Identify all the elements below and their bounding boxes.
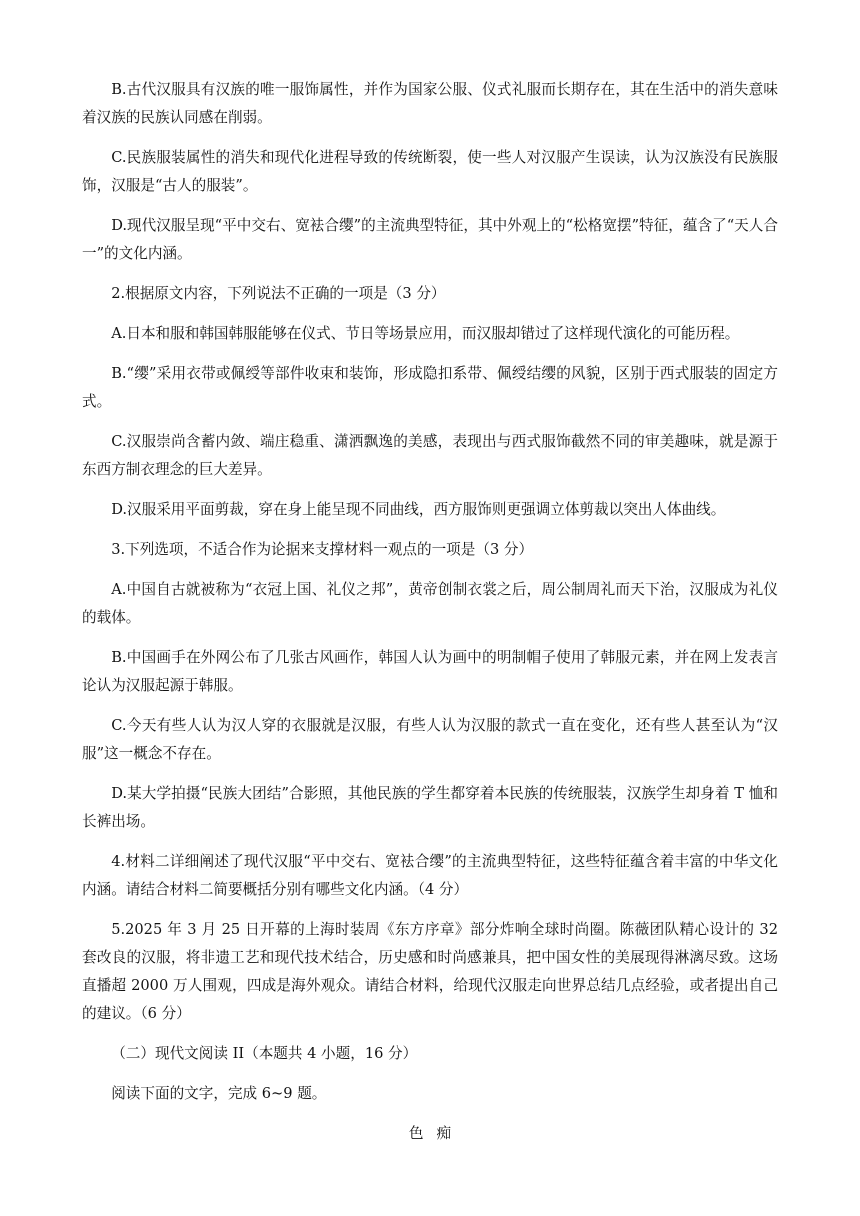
q2-option-a: A.日本和服和韩国韩服能够在仪式、节日等场景应用，而汉服却错过了这样现代演化的可能历程。 <box>111 325 740 342</box>
q3-option-a: A.中国自古就被称为“衣冠上国、礼仪之邦”，黄帝创制衣裳之后，周公制周礼而天下治，汉服成为礼仪的载体。 <box>82 581 778 626</box>
q5-question: 5.2025 年 3 月 25 日开幕的上海时装周《东方序章》部分炸响全球时尚圈。陈薇团队精心设计的 32 套改良的汉服，将非遗工艺和现代技术结合，历史感和时尚感兼具，把中国女性的美展现得淋漓尽致。这场直播超 2000 万人围观，四成是海外观众。请结合材料，给现代汉服走向世界总结几点经验，或者提出自己的建议。（6 分） <box>82 921 778 1022</box>
q1-option-c: C.民族服装属性的消失和现代化进程导致的传统断裂，使一些人对汉服产生误读，认为汉族没有民族服饰，汉服是“古人的服装”。 <box>82 149 778 194</box>
q2-option-c: C.汉服崇尚含蓄内敛、端庄稳重、潇洒飘逸的美感，表现出与西式服饰截然不同的审美趣味，就是源于东西方制衣理念的巨大差异。 <box>82 433 778 478</box>
q3-option-b: B.中国画手在外网公布了几张古风画作，韩国人认为画中的明制帽子使用了韩服元素，并在网上发表言论认为汉服起源于韩服。 <box>82 649 778 694</box>
q1-option-b: B.古代汉服具有汉族的唯一服饰属性，并作为国家公服、仪式礼服而长期存在，其在生活中的消失意味着汉族的民族认同感在削弱。 <box>82 81 778 126</box>
q2-option-d: D.汉服采用平面剪裁，穿在身上能呈现不同曲线，西方服饰则更强调立体剪裁以突出人体曲线。 <box>111 501 726 518</box>
q3-stem: 3.下列选项，不适合作为论据来支撑材料一观点的一项是（3 分） <box>111 541 534 558</box>
reading-instruction: 阅读下面的文字，完成 6~9 题。 <box>111 1085 327 1102</box>
q4-question: 4.材料二详细阐述了现代汉服“平中交右、宽袪合缨”的主流典型特征，这些特征蕴含着丰富的中华文化内涵。请结合材料二简要概括分别有哪些文化内涵。（4 分） <box>82 853 778 898</box>
section-heading: （二）现代文阅读 II（本题共 4 小题，16 分） <box>111 1045 418 1062</box>
q1-option-d: D.现代汉服呈现“平中交右、宽袪合缨”的主流典型特征，其中外观上的“松格宽摆”特征，蕴含了“天人合一”的文化内涵。 <box>82 217 778 262</box>
q3-option-c: C.今天有些人认为汉人穿的衣服就是汉服，有些人认为汉服的款式一直在变化，还有些人甚至认为“汉服”这一概念不存在。 <box>82 717 778 762</box>
story-title: 色痴 <box>408 1125 465 1142</box>
q2-option-b: B.“缨”采用衣带或佩绶等部件收束和装饰，形成隐扣系带、佩绶结缨的风貌，区别于西式服装的固定方式。 <box>82 365 778 410</box>
q2-stem: 2.根据原文内容，下列说法不正确的一项是（3 分） <box>111 285 446 302</box>
q3-option-d: D.某大学拍摄“民族大团结”合影照，其他民族的学生都穿着本民族的传统服装，汉族学生却身着 T 恤和长裤出场。 <box>82 785 778 830</box>
